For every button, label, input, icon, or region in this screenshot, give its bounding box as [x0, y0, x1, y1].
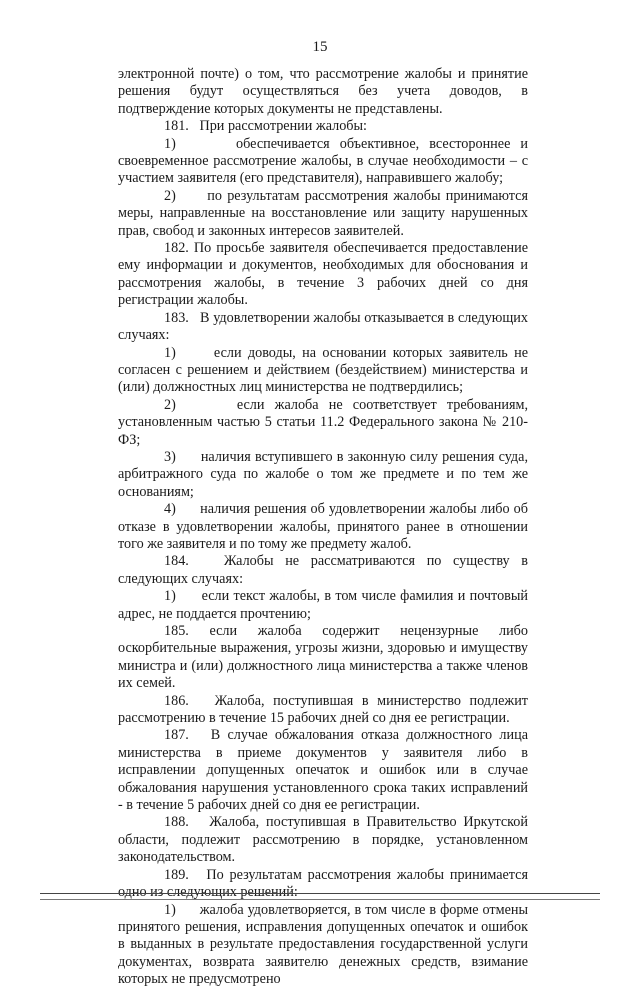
paragraph: 181. При рассмотрении жалобы:	[164, 118, 367, 135]
paragraph: 188. Жалоба, поступившая в Правительство Иркутской области, подлежит рассмотрению в порядке, установленном законодательством.	[118, 814, 528, 866]
paragraph: 4) наличия решения об удовлетворении жалобы либо об отказе в удовлетворении жалобы, принятого ранее в отношении того же заявителя и по тому же предмету жалоб.	[118, 501, 528, 552]
paragraph: электронной почте) о том, что рассмотрение жалобы и принятие решения будут осуществляться без учета доводов, в подтверждение которых документы не представлены.	[118, 66, 528, 117]
paragraph: 2) если жалоба не соответствует требованиям, установленным частью 5 статьи 11.2 Федерального закона № 210-ФЗ;	[118, 396, 528, 448]
paragraph: 187. В случае обжалования отказа должностного лица министерства в приеме документов у заявителя либо в исправлении допущенных опечаток и ошибок или в случае обжалования нарушения установленного срока таких исправлений - в течение 5 рабочих дней со дня ее регистрации.	[118, 727, 528, 814]
paragraph: 186. Жалоба, поступившая в министерство подлежит рассмотрению в течение 15 рабочих дней со дня ее регистрации.	[118, 692, 528, 727]
paragraph: 1) если текст жалобы, в том числе фамилия и почтовый адрес, не поддается прочтению;	[118, 588, 528, 622]
paragraph: 1) жалоба удовлетворяется, в том числе в форме отмены принятого решения, исправления допущенных опечаток и ошибок в выданных в результате предоставления государственной услуги документах, возврата заявителю денежных средств, взимание которых не предусмотрено	[118, 901, 528, 988]
paragraph: 184. Жалобы не рассматриваются по существу в следующих случаях:	[118, 553, 528, 587]
page-number: 15	[312, 39, 328, 55]
bottom-divider	[40, 893, 600, 894]
paragraph: 182. По просьбе заявителя обеспечивается предоставление ему информации и документов, необходимых для обоснования и рассмотрения жалобы, в течение 3 рабочих дней со дня регистрации жалобы.	[118, 240, 528, 309]
paragraph: 1) обеспечивается объективное, всестороннее и своевременное рассмотрение жалобы, в случае необходимости – с участием заявителя (его представителя), направившего жалобу;	[118, 135, 528, 187]
paragraph: 1) если доводы, на основании которых заявитель не согласен с решением и действием (бездействием) министерства и (или) должностных лиц министерства не подтвердились;	[118, 344, 528, 396]
paragraph: 189. По результатам рассмотрения жалобы принимается одно из следующих решений:	[118, 866, 528, 901]
paragraph: 185. если жалоба содержит нецензурные либо оскорбительные выражения, угрозы жизни, здоровью и имуществу министра и (или) должностного лица министерства а также членов их семей.	[118, 623, 528, 692]
paragraph: 183. В удовлетворении жалобы отказывается в следующих случаях:	[118, 309, 528, 344]
document-body	[118, 66, 528, 989]
paragraph: 2) по результатам рассмотрения жалобы принимаются меры, направленные на восстановление или защиту нарушенных прав, свобод и законных интересов заявителей.	[118, 187, 528, 239]
bottom-divider-secondary	[40, 899, 600, 900]
paragraph: 3) наличия вступившего в законную силу решения суда, арбитражного суда по жалобе о том же предмете и по тем же основаниям;	[118, 448, 528, 500]
